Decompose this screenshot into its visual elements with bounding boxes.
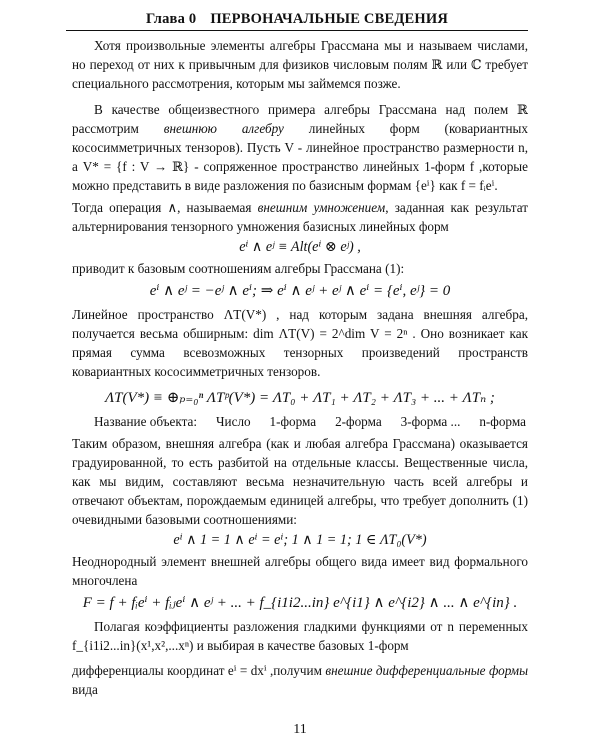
formula-wedge-definition: eⁱ ∧ eʲ ≡ Alt(eⁱ ⊗ eʲ) , [239,239,361,255]
paragraph-differential-forms: дифференциалы координат eⁱ = dxⁱ ,получим внешние дифференциальные формы вида [72,663,529,697]
object-2-form: 2-форма [335,414,382,429]
term-differential-forms: внешние дифференциальные формы [325,663,529,678]
formula-direct-sum: ΛT(V*) ≡ ⊕ₚ₌₀ⁿ ΛTᵖ(V*) = ΛT₀ + ΛT₁ + ΛT₂ + ΛT₃ + ... + ΛTₙ ; [105,390,495,406]
object-n-form: n-форма [479,414,526,429]
term-exterior-product: внешним умножением [257,200,386,215]
paragraph-wedge-operation: Тогда операция ∧, называемая внешним умножением, заданная как результат альтернирования тензорного умножения базисных линейных форм [72,200,529,234]
paragraph-grassmann-numbers: Хотя произвольные элементы алгебры Грассмана мы и называем числами, но переход от них к привычным для физиков числовым полям ℝ или ℂ требует специального рассмотрения, которым мы займемся позже. [72,38,528,91]
object-label: Название объекта: [94,414,198,429]
paragraph-dimension: Линейное пространство ΛT(V*) , над которым задана внешняя алгебра, получается весьма обширным: dim ΛT(V) = 2^dim V = 2ⁿ . Оно возникает как прямая сумма всевозможных тензорных произведений пространств ковариантных кососимметричных тензоров. [72,307,528,379]
page-number: 11 [293,722,307,737]
chapter-label: Глава 0 [145,11,197,27]
paragraph-base-relations-intro: приводит к базовым соотношениям алгебры Грассмана (1): [72,261,405,276]
object-3-form: 3-форма ... [400,414,461,429]
paragraph-inhomogeneous-element: Неоднородный элемент внешней алгебры общего вида имеет вид формального многочлена [72,554,528,588]
term-exterior-algebra: внешнюю алгебру [163,121,284,136]
paragraph-graded-algebra: Таким образом, внешняя алгебра (как и любая алгебра Грассмана) оказывается градуированной, то есть разбитой на отдельные классы. Вещественные числа, как мы видим, составляют весьма незначительную часть всей алгебры и отвечают объектам, порождаемым единицей алгебры, что требует дополнить (1) очевидными базовыми соотношениями: [72,436,528,527]
paragraph-smooth-coefficients: Полагая коэффициенты разложения гладкими функциями от n переменных f_{i1i2...in}(x¹,x²,...xⁿ) и выбирая в качестве базовых 1-форм [72,619,528,653]
running-header [66,8,528,31]
paragraph-exterior-algebra-example: В качестве общеизвестного примера алгебры Грассмана над полем ℝ рассмотрим внешнюю алгебру линейных форм (ковариантных кососимметричных тензоров). Пусть V - линейное пространство размерности n, а V* = {f : V → ℝ} - сопряженное пространство линейных 1-форм f ,которые можно представить в виде разложения по базисным формам {eⁱ} как f = fᵢeⁱ. [72,102,529,193]
object-number: Число [215,414,251,429]
formula-polynomial: F = f + fᵢeⁱ + fᵢⱼeⁱ ∧ eʲ + ... + f_{i1i2...in} e^{i1} ∧ e^{i2} ∧ ... ∧ e^{in} . [82,595,518,611]
chapter-title: ПЕРВОНАЧАЛЬНЫЕ СВЕДЕНИЯ [210,11,449,27]
object-names-row [72,412,528,431]
text-body [72,36,528,699]
object-1-form: 1-форма [269,414,317,429]
formula-anticommutation: eⁱ ∧ eʲ = −eʲ ∧ eⁱ; ⇒ eⁱ ∧ eʲ + eʲ ∧ eⁱ = {eⁱ, eʲ} = 0 [149,283,451,299]
formula-unit-relations: eⁱ ∧ 1 = 1 ∧ eⁱ = eⁱ; 1 ∧ 1 = 1; 1 ∈ ΛT₀(V*) [173,532,427,548]
